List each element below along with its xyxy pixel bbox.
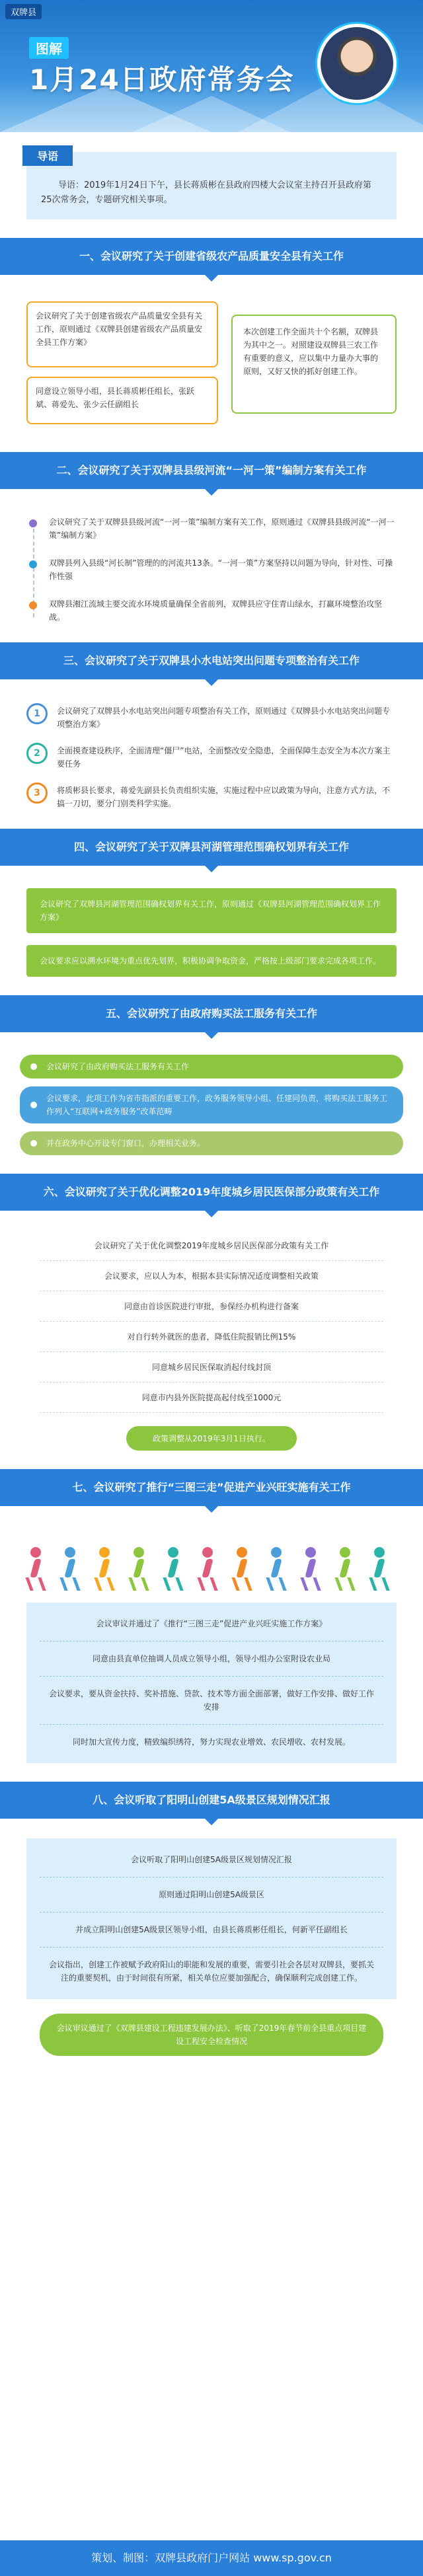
section-8 bbox=[26, 1838, 397, 2056]
section-6-row: 同意由首诊医院进行审批，参保经办机构进行备案 bbox=[40, 1291, 383, 1322]
footer-credits: 策划、制图：双牌县政府门户网站 www.sp.gov.cn bbox=[0, 2540, 423, 2576]
runner-icon bbox=[370, 1547, 389, 1593]
section-1 bbox=[26, 301, 397, 434]
section-8-para: 会议听取了阳明山创建5A级景区规划情况汇报 bbox=[40, 1842, 383, 1877]
section-7-para: 会议要求，要从资金扶持、奖补措施、贷款、技术等方面全面部署，做好工作安排、做好工作安排 bbox=[40, 1677, 383, 1725]
timeline-dot-icon bbox=[29, 560, 37, 568]
numbered-item bbox=[26, 703, 397, 731]
timeline-text: 会议研究了关于双牌县县级河流“一河一策”编制方案有关工作，原则通过《双牌县县级河流“一河一策”编制方案》 bbox=[49, 517, 395, 540]
numbered-text: 将质彬县长要求，蒋爱先副县长负责组织实施，实施过程中应以政策为导向，注意方式方法，不搞一刀切，要分门别类科学实施。 bbox=[57, 786, 391, 808]
section-5-bar: 并在政务中心开设专门窗口，办理相关业务。 bbox=[20, 1131, 403, 1155]
intro-text: 导语：2019年1月24日下午，县长蒋质彬在县政府四楼大会议室主持召开县政府第25次常务会，专题研究相关事项。 bbox=[41, 180, 371, 205]
header-banner bbox=[0, 0, 423, 132]
runner-icon bbox=[301, 1547, 320, 1593]
section-7-para: 同意由县直单位抽调人员成立领导小组，领导小组办公室附设农业局 bbox=[40, 1642, 383, 1677]
timeline-text: 双牌县列入县级“河长制”管理的的河流共13条。“一河一策”方案坚持以问题为导向，针对性、可操作性强 bbox=[49, 558, 393, 581]
section-1-title: 一、会议研究了关于创建省级农产品质量安全县有关工作 bbox=[0, 238, 423, 275]
runner-icon bbox=[26, 1547, 45, 1593]
runner-icon bbox=[130, 1547, 148, 1593]
intro-tag: 导语 bbox=[22, 145, 73, 166]
runner-icon bbox=[233, 1547, 251, 1593]
numbered-item bbox=[26, 782, 397, 810]
runner-icon bbox=[61, 1547, 79, 1593]
section-6-pill: 政策调整从2019年3月1日执行。 bbox=[126, 1426, 297, 1451]
county-logo: 双牌县 bbox=[5, 4, 42, 19]
section-6-row: 会议研究了关于优化调整2019年度城乡居民医保部分政策有关工作 bbox=[40, 1231, 383, 1261]
section-6 bbox=[40, 1231, 383, 1451]
section-5-bar: 会议要求，此项工作为省市指派的重要工作，政务服务领导小组、任建同负责，将购买法工服务工作列入“互联网+政务服务”改革范畴 bbox=[20, 1086, 403, 1123]
number-badge: 3 bbox=[26, 782, 48, 804]
section-1-note: 本次创建工作全面共十个名额，双牌县为其中之一。对照建设双牌县三农工作有重要的意义，应以集中力量办大事的原则，又好又快的抓好创建工作。 bbox=[231, 315, 397, 414]
section-4-title: 四、会议研究了关于双牌县河湖管理范围确权划界有关工作 bbox=[0, 829, 423, 866]
runner-icon bbox=[164, 1547, 182, 1593]
intro-box bbox=[26, 152, 397, 219]
page-title: 1月24日政府常务会 bbox=[29, 63, 295, 96]
numbered-text: 全面摸查建设秩序，全面清理“僵尸”电站，全面整改安全隐患，全面保障生态安全为本次方案主要任务 bbox=[57, 746, 391, 769]
section-6-row: 同意市内县外医院提高起付线至1000元 bbox=[40, 1383, 383, 1413]
timeline-item bbox=[49, 597, 397, 624]
section-1-left bbox=[26, 301, 218, 434]
number-badge: 1 bbox=[26, 703, 48, 724]
infographic-tag: 图解 bbox=[29, 37, 69, 59]
section-8-rows bbox=[26, 1838, 397, 1999]
section-5-title: 五、会议研究了由政府购买法工服务有关工作 bbox=[0, 995, 423, 1032]
section-6-title: 六、会议研究了关于优化调整2019年度城乡居民医保部分政策有关工作 bbox=[0, 1174, 423, 1211]
numbered-text: 会议研究了双牌县小水电站突出问题专项整治有关工作，原则通过《双牌县小水电站突出问题专项整治方案》 bbox=[57, 706, 391, 729]
section-5 bbox=[20, 1055, 403, 1155]
timeline-dot-icon bbox=[29, 601, 37, 609]
section-8-para: 原则通过阳明山创建5A级景区 bbox=[40, 1877, 383, 1913]
section-5-bar: 会议研究了由政府购买法工服务有关工作 bbox=[20, 1055, 403, 1079]
section-7-para: 同时加大宣传力度，精致编织绣符，努力实现农业增效、农民增收、农村发展。 bbox=[72, 1737, 350, 1747]
section-8-pill: 会议审议通过了《双牌县建设工程违建发展办法》、听取了2019年春节前全县重点项目建设工程安全检查情况 bbox=[40, 2014, 383, 2056]
runners-illustration bbox=[20, 1521, 403, 1593]
section-8-para: 并成立阳明山创建5A级景区领导小组，由县长蒋质彬任组长，何新平任副组长 bbox=[40, 1913, 383, 1948]
section-6-row: 同意城乡居民医保取消起付线封顶 bbox=[40, 1352, 383, 1383]
section-3-title: 三、会议研究了关于双牌县小水电站突出问题专项整治有关工作 bbox=[0, 642, 423, 679]
section-4-box: 会议研究了双牌县河湖管理范围确权划界有关工作，原则通过《双牌县河湖管理范围确权划界工作方案》 bbox=[26, 888, 397, 933]
section-8-para: 会议指出，创建工作被赋予政府阳山的职能和发展的重要，需要引社会各层对双牌县，要抓关注的重要契机，由于时间很有所紧，相关单位应要加强配合，确保顺利完成创建工作。 bbox=[48, 1960, 374, 1983]
number-badge: 2 bbox=[26, 743, 48, 764]
section-3-list bbox=[26, 703, 397, 810]
runner-icon bbox=[198, 1547, 217, 1593]
timeline-dot-icon bbox=[29, 519, 37, 527]
timeline-item bbox=[49, 515, 397, 542]
section-4-box: 会议要求应以溯水环境为重点优先划界，积极协调争取资金，严格按上级部门要求完成各项工作。 bbox=[26, 945, 397, 977]
runner-icon bbox=[267, 1547, 286, 1593]
official-portrait bbox=[317, 24, 397, 103]
section-7-para: 会议审议并通过了《推行“三图三走”促进产业兴旺实施工作方案》 bbox=[40, 1607, 383, 1642]
section-1-bubble: 同意设立领导小组，县长蒋质彬任组长，张跃斌、蒋爱先、张少云任副组长 bbox=[26, 377, 218, 424]
numbered-item bbox=[26, 743, 397, 771]
section-2-title: 二、会议研究了关于双牌县县级河流“一河一策”编制方案有关工作 bbox=[0, 452, 423, 489]
runner-icon bbox=[336, 1547, 354, 1593]
timeline-text: 双牌县湘江流域主要交流水环境质量确保全省前列，双牌县应守住青山绿水，打赢环境整治攻坚战。 bbox=[49, 599, 383, 622]
section-7 bbox=[26, 1603, 397, 1763]
runner-icon bbox=[95, 1547, 114, 1593]
section-7-title: 七、会议研究了推行“三图三走”促进产业兴旺实施有关工作 bbox=[0, 1469, 423, 1506]
section-6-row: 会议要求，应以人为本，根据本县实际情况适度调整相关政策 bbox=[40, 1261, 383, 1291]
section-8-title: 八、会议听取了阳明山创建5A级景区规划情况汇报 bbox=[0, 1782, 423, 1819]
section-1-bubble: 会议研究了关于创建省级农产品质量安全县有关工作，原则通过《双牌县创建省级农产品质量安全县工作方案》 bbox=[26, 301, 218, 367]
section-6-row: 对自行转外就医的患者，降低住院报销比例15% bbox=[40, 1322, 383, 1352]
timeline-item bbox=[49, 556, 397, 583]
section-2-timeline bbox=[26, 515, 397, 624]
